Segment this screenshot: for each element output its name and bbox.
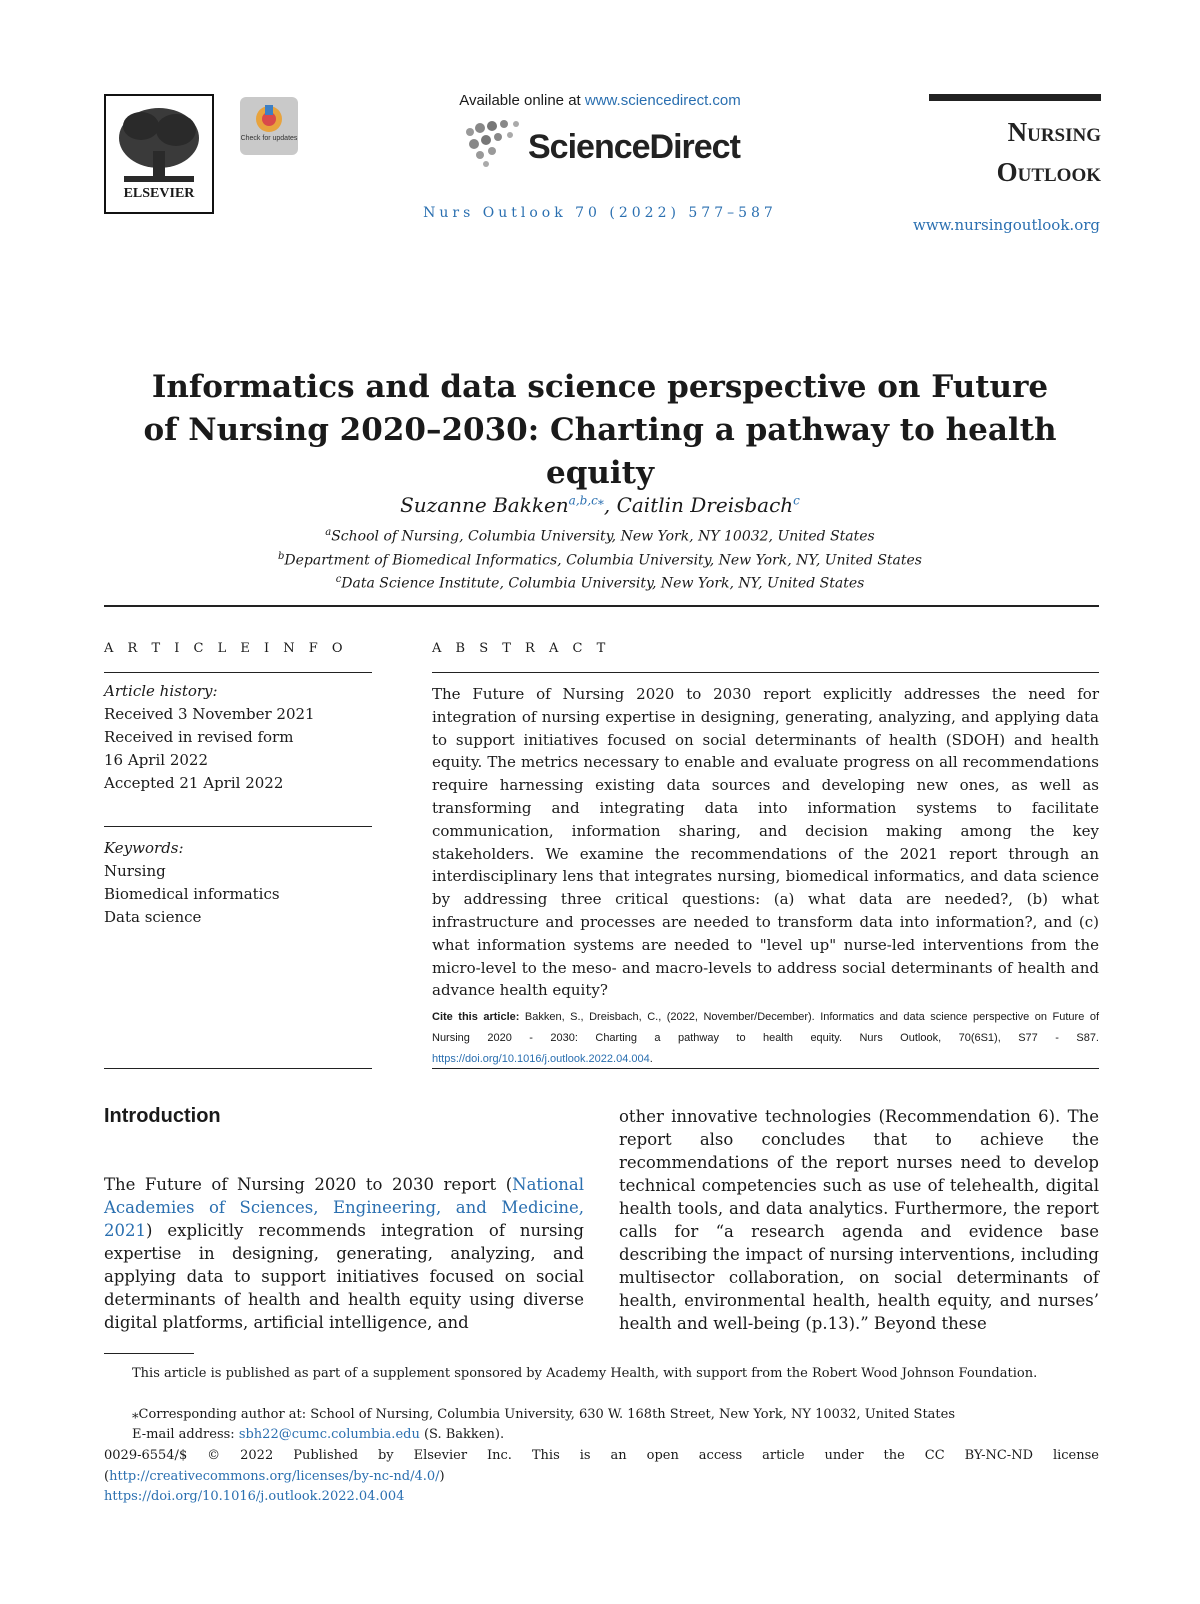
license-link[interactable]: http://creativecommons.org/licenses/by-nc-nd/4.0/ [109,1468,440,1484]
keyword-item: Data science [104,908,202,926]
journal-name [929,112,1101,192]
check-for-updates-badge[interactable] [240,97,298,155]
footnote-divider [104,1353,194,1354]
affiliation-text: Department of Biomedical Informatics, Columbia University, New York, NY, United States [284,552,922,569]
corresponding-author-footnote: ⁎Corresponding author at: School of Nursing, Columbia University, 630 W. 168th Street, New York, NY 10032, United States [132,1407,956,1422]
journal-citation: Nurs Outlook 70 (2022) 577–587 [423,205,777,221]
author-name: Caitlin Dreisbach [616,493,794,517]
info-divider [104,1068,372,1069]
journal-header-bar [929,94,1101,101]
cite-this-article [432,1007,1099,1070]
affiliation [150,574,1050,592]
author-affiliation-marks[interactable]: a,b,c⁎ [568,493,604,508]
abstract-text: The Future of Nursing 2020 to 2030 report explicitly addresses the need for integration of nursing expertise in designing, generating, analyzing, and applying data to support initiatives focused on social determinants of health (SDOH) and health equity. The metrics necessary to enable and evaluate progress on all recommendations require harnessing existing data sources and developing new ones, as well as transforming and integrating data into information systems to facilitate communication, information sharing, and decision making among the key stakeholders. We examine the recommendations of the 2021 report through an interdisciplinary lens that integrates nursing, biomedical informatics, and data science by addressing three critical questions: (a) what data are needed?, (b) what infrastructure and processes are needed to transform data into information?, and (c) what information systems are needed to "level up" nurse-led interventions from the micro-level to the meso- and macro-levels to address social determinants of health and advance health equity? [432,685,1099,1000]
cite-text: Bakken, S., Dreisbach, C., (2022, November/December). Informatics and data science perspective on Future of Nursing 2020 - 2030: Charting a pathway to health equity. Nurs Outlook, 70(6S1), S77 - S87. [432,1011,1100,1044]
affiliation-text: School of Nursing, Columbia University, New York, NY 10032, United States [331,528,875,545]
body-text: ) explicitly recommends integration of nursing expertise in designing, generating, analyzing, and applying data to support initiatives focused on social determinants of health and health equity using diverse digital platforms, artificial intelligence, and [104,1221,584,1332]
section-heading-introduction: Introduction [104,1105,221,1127]
affiliation-mark: b [278,551,285,562]
crossmark-label: Check for updates [240,135,298,142]
article-info-label: A R T I C L E I N F O [104,641,348,656]
history-item: 16 April 2022 [104,751,208,769]
affiliation-text: Data Science Institute, Columbia University, New York, NY, United States [341,575,865,592]
affiliation [150,551,1050,569]
keywords-label: Keywords: [104,839,184,857]
sciencedirect-link[interactable]: www.sciencedirect.com [584,92,741,109]
elsevier-logo [104,94,214,214]
affiliation-mark: c [335,574,342,585]
sciencedirect-dots-icon [462,118,526,168]
license-text: 0029-6554/$ © 2022 Published by Elsevier Inc. This is an open access article under the CC BY-NC-ND license ( [104,1448,1099,1484]
reference-link[interactable]: National Academies of Sciences, Engineering, and Medicine, 2021 [104,1175,584,1240]
cite-label: Cite this article: [432,1011,525,1023]
history-label: Article history: [104,682,218,700]
journal-name-line2: Outlook [996,157,1101,187]
cite-end: . [649,1053,653,1065]
article-history [104,680,374,795]
body-paragraph-right: other innovative technologies (Recommendation 6). The report also concludes that to achieve the recommendations of the report nurses need to develop technical competencies such as use of telehealth, digital health tools, and data analytics. Furthermore, the report calls for “a research agenda and evidence base describing the impact of nursing interventions, including multisector collaboration, on social determinants of health, environmental health, health equity, and nurses’ health and well-being (p.13).” Beyond these [619,1107,1099,1333]
info-divider [104,826,372,827]
history-item: Received in revised form [104,728,294,746]
author-affiliation-marks[interactable]: c [793,493,800,508]
keyword-item: Nursing [104,862,166,880]
email-suffix: (S. Bakken). [419,1427,505,1442]
sciencedirect-wordmark: ScienceDirect [528,128,740,166]
journal-name-line1: Nursing [1007,117,1101,147]
available-prefix: Available online at [459,92,585,109]
license-suffix: ) [439,1468,445,1484]
abstract-divider [432,672,1099,673]
keyword-item: Biomedical informatics [104,885,280,903]
title-divider [104,605,1099,607]
elsevier-wordmark: ELSEVIER [123,186,195,201]
available-online [380,92,820,109]
history-item: Accepted 21 April 2022 [104,774,284,792]
abstract-bottom-divider [432,1068,1099,1069]
abstract-label: A B S T R A C T [432,641,611,656]
author-list [150,493,1050,517]
article-title: Informatics and data science perspective on Future of Nursing 2020–2030: Charting a pathway to health equity [143,369,1057,491]
affiliation-mark: a [325,527,332,538]
author-separator: , [603,493,617,517]
journal-url-link[interactable]: www.nursingoutlook.org [913,216,1100,234]
doi-link[interactable]: https://doi.org/10.1016/j.outlook.2022.04.004 [104,1489,405,1504]
body-text: The Future of Nursing 2020 to 2030 report ( [104,1175,513,1194]
author-name: Suzanne Bakken [400,493,569,517]
email-link[interactable]: sbh22@cumc.columbia.edu [238,1427,420,1442]
history-item: Received 3 November 2021 [104,705,315,723]
affiliation [150,527,1050,545]
license-line [104,1446,1099,1487]
keywords [104,837,374,929]
info-divider [104,672,372,673]
email-label: E-mail address: [132,1427,239,1442]
cite-doi-link[interactable]: https://doi.org/10.1016/j.outlook.2022.04.004 [432,1053,650,1065]
body-paragraph-left [104,1173,584,1334]
supplement-footnote: This article is published as part of a supplement sponsored by Academy Health, with support from the Robert Wood Johnson Foundation. [132,1366,1038,1381]
email-footnote [104,1425,1099,1446]
crossmark-icon [240,97,298,155]
